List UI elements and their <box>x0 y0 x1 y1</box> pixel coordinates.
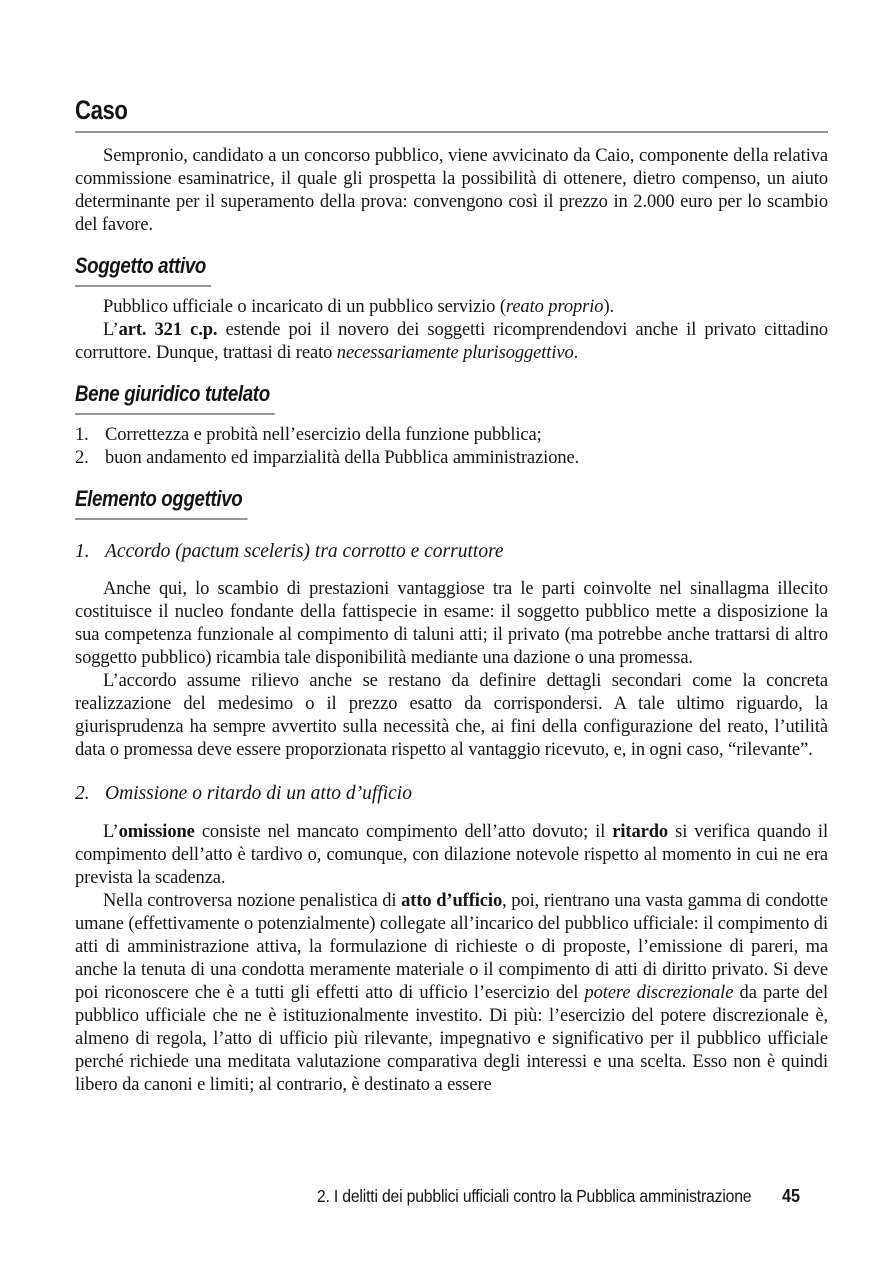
subheading-number: 2. <box>75 783 90 805</box>
list-item-text: buon andamento ed imparzialità della Pubblica amministrazione. <box>105 448 580 468</box>
section-title-elemento-oggettivo <box>75 488 828 520</box>
page-content <box>75 97 828 1177</box>
footer-chapter-title: 2. I delitti dei pubblici ufficiali contro la Pubblica amministrazione <box>316 1186 752 1206</box>
list-item <box>75 424 828 447</box>
paragraph: L’accordo assume rilievo anche se restano da definire dettagli secondari come la concreta realizzazione del medesimo o il prezzo esatto da corrispondersi. A tale ultimo riguardo, la giurisprudenza ha sempre avvertito sulla necessità che, ai fini della configurazione del reato, l’utilità data o promessa deve essere proporzionata rispetto al vantaggio ricevuto, e, in ogni caso, “rilevante”. <box>75 671 828 761</box>
section-title-bene-giuridico <box>75 383 828 415</box>
paragraph: Anche qui, lo scambio di prestazioni vantaggiose tra le parti coinvolte nel sinallagma illecito costituisce il nucleo fondante della fattispecie in esame: il soggetto pubblico mette a disposizione la sua competenza funzionale al compimento di taluni atti; il privato (ma potrebbe anche trattarsi di altro soggetto pubblico) ricambia tale disponibilità mediante una dazione o una promessa. <box>75 579 828 669</box>
section-elemento-oggettivo <box>75 488 828 1097</box>
subheading-number: 1. <box>75 541 90 562</box>
paragraph: L’art. 321 c.p. estende poi il novero dei soggetti ricomprendendovi anche il privato cittadino corruttore. Dunque, trattasi di reato necessariamente plurisoggettivo. <box>75 320 828 363</box>
paragraph-caso: Sempronio, candidato a un concorso pubblico, viene avvicinato da Caio, componente della relativa commissione esaminatrice, il quale gli prospetta la possibilità di ottenere, dietro compenso, un aiuto determinante per il superamento della prova: convengono così il prezzo in 2.000 euro per lo scambio del favore. <box>75 146 828 235</box>
paragraph: Nella controversa nozione penalistica di atto d’ufficio, poi, rientrano una vasta gamma di condotte umane (effettivamente o potenzialmente) collegate all’incarico del pubblico ufficiale: il compimento di atti di amministrazione attiva, la formulazione di richieste o di proposte, l’emissione di pareri, ma anche la tenuta di una condotta meramente materiale o il compimento di atti di diritto privato. Si deve poi riconoscere che è a tutti gli effetti atto di ufficio l’esercizio del potere discrezionale da parte del pubblico ufficiale che ne è istituzionalmente investito. Di più: l’esercizio del potere discrezionale è, almeno di regola, l’atto di ufficio più rilevante, impegnativo e significativo per il pubblico ufficiale perché richiede una meditata valutazione comparativa degli interessi e una scelta. Esso non è quindi libero da canoni e limiti; al contrario, è destinato a essere <box>75 890 828 1095</box>
list-item-number: 2. <box>75 448 89 468</box>
section-title-elemento-oggettivo-label: Elemento oggettivo <box>75 488 247 520</box>
subheading-title: Accordo (pactum sceleris) tra corrotto e corruttore <box>105 541 504 562</box>
paragraph: Pubblico ufficiale o incaricato di un pubblico servizio (reato proprio). <box>103 297 615 317</box>
section-soggetto-attivo <box>75 255 828 365</box>
list-item <box>75 447 828 470</box>
section-title-soggetto-attivo-label: Soggetto attivo <box>75 255 211 287</box>
numbered-list <box>75 424 828 470</box>
section-caso <box>75 97 828 237</box>
section-title-caso <box>75 97 828 133</box>
paragraph: L’omissione consiste nel mancato compimento dell’atto dovuto; il ritardo si verifica quando il compimento dell’atto è tardivo o, comunque, con dilazione notevole rispetto al momento in cui ne era prevista la scadenza. <box>75 821 828 888</box>
footer-page-number: 45 <box>781 1186 800 1206</box>
section-title-caso-label: Caso <box>75 97 128 125</box>
subheading-accordo <box>75 541 828 563</box>
page-footer <box>148 1186 801 1207</box>
subheading-omissione <box>75 783 828 805</box>
subheading-title: Omissione o ritardo di un atto d’ufficio <box>105 783 412 805</box>
section-bene-giuridico <box>75 383 828 470</box>
list-item-number: 1. <box>75 425 89 445</box>
section-title-bene-giuridico-label: Bene giuridico tutelato <box>75 383 275 415</box>
section-title-soggetto-attivo <box>75 255 828 287</box>
list-item-text: Correttezza e probità nell’esercizio della funzione pubblica; <box>105 425 542 445</box>
